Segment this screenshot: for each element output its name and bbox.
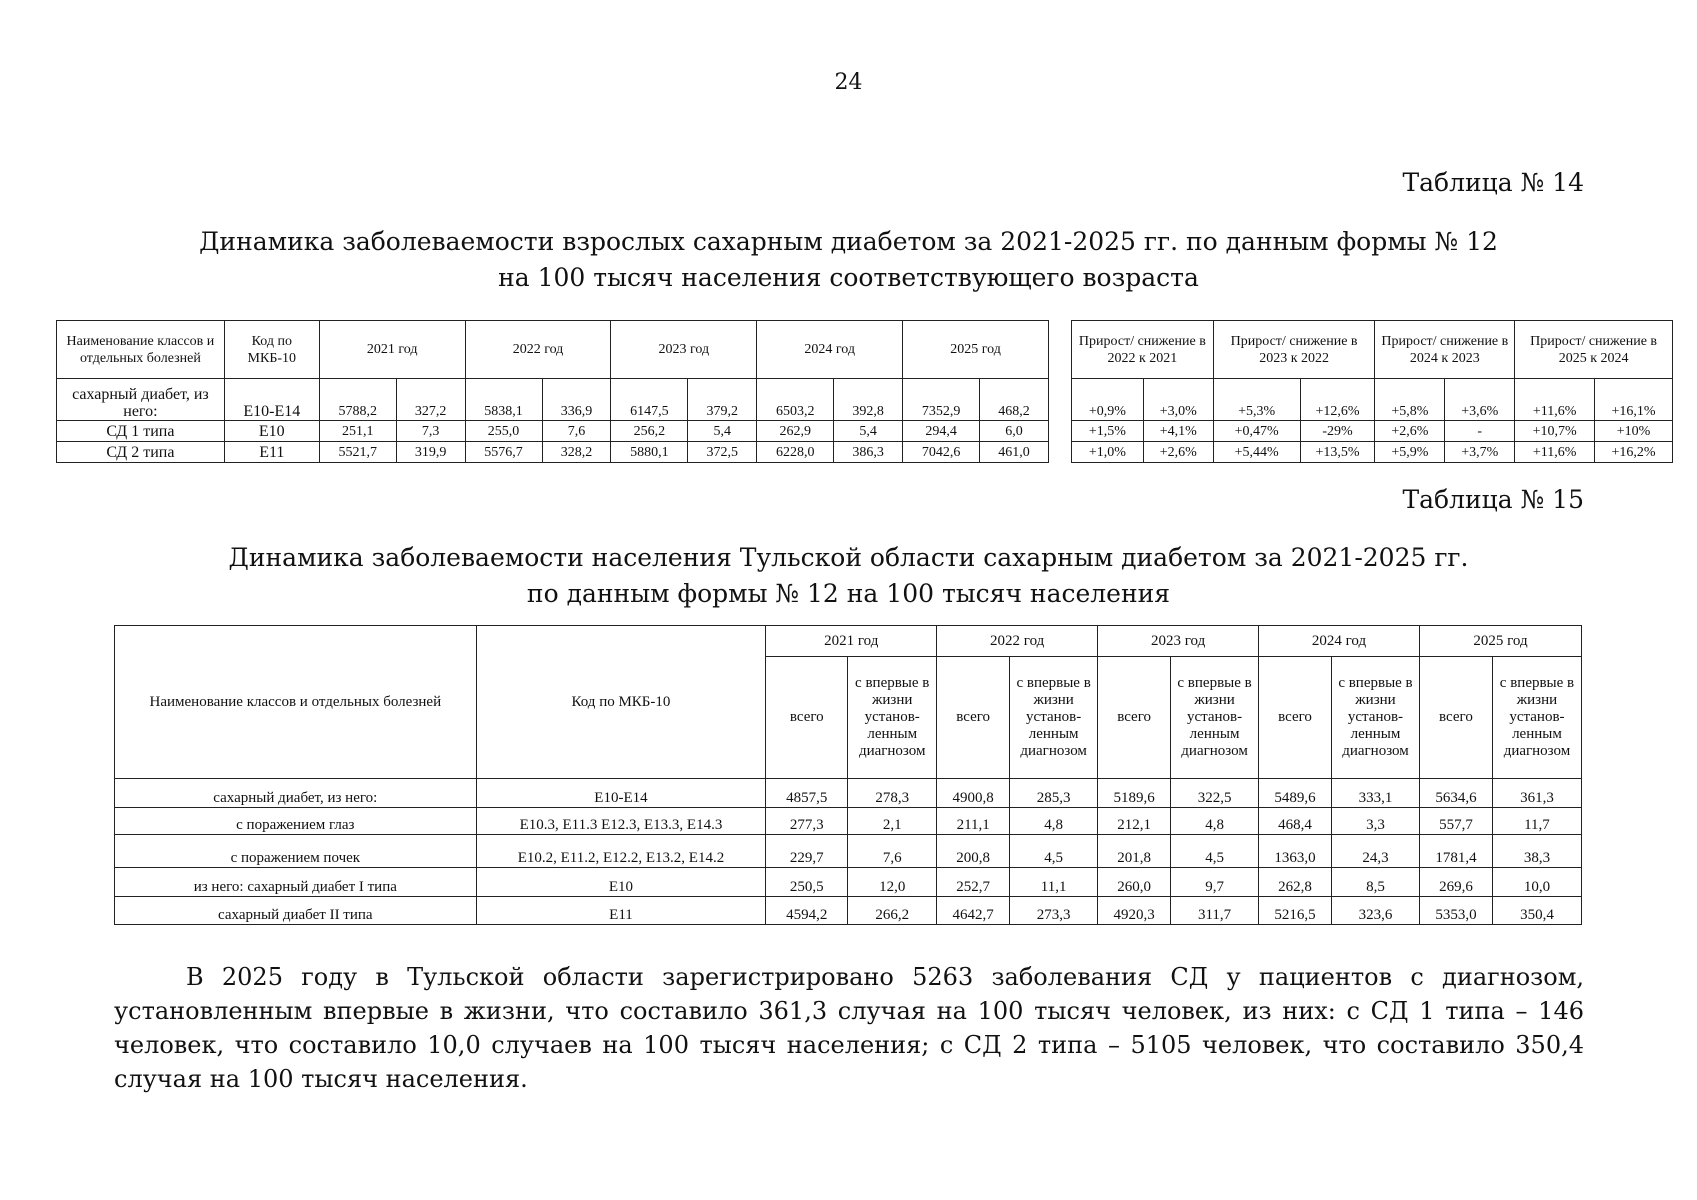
table-15-title — [0, 540, 1697, 612]
table-cell: +1,0% — [1072, 442, 1144, 463]
growth-header-2022: Прирост/ снижение в 2022 к 2021 — [1072, 321, 1214, 379]
table-14-year-2024: 2024 год — [757, 321, 903, 379]
table-cell: 5521,7 — [319, 442, 396, 463]
table-15-year-2023: 2023 год — [1098, 626, 1259, 657]
table-14-title — [0, 224, 1697, 296]
table-row — [57, 442, 1049, 463]
table-cell: +5,3% — [1213, 379, 1300, 421]
table-cell: 5489,6 — [1259, 779, 1332, 808]
table-cell: 6503,2 — [757, 379, 834, 421]
table-cell: 260,0 — [1098, 868, 1171, 897]
table-cell: 212,1 — [1098, 808, 1171, 835]
table-cell: 6228,0 — [757, 442, 834, 463]
table-cell: 372,5 — [688, 442, 757, 463]
table-cell: +5,9% — [1375, 442, 1445, 463]
table-cell: 7,6 — [542, 421, 611, 442]
table-14-year-2022: 2022 год — [465, 321, 611, 379]
table-cell: 294,4 — [903, 421, 980, 442]
table-cell: 5880,1 — [611, 442, 688, 463]
table-cell: 327,2 — [396, 379, 465, 421]
table-cell: +1,5% — [1072, 421, 1144, 442]
growth-header-2024: Прирост/ снижение в 2024 к 2023 — [1375, 321, 1515, 379]
table-cell: 262,9 — [757, 421, 834, 442]
table-cell: 12,0 — [848, 868, 937, 897]
table-cell: 1363,0 — [1259, 835, 1332, 868]
table-cell: 322,5 — [1171, 779, 1259, 808]
table-row — [115, 808, 1582, 835]
table-14-title-line-2: на 100 тысяч населения соответствующего возраста — [498, 263, 1199, 292]
table-cell: 5788,2 — [319, 379, 396, 421]
table-cell: 200,8 — [937, 835, 1010, 868]
table-cell: 277,3 — [766, 808, 848, 835]
table-cell: 468,4 — [1259, 808, 1332, 835]
table-15-row-code: E10.3, E11.3 E12.3, E13.3, E14.3 — [476, 808, 766, 835]
table-cell: +4,1% — [1143, 421, 1213, 442]
table-15-year-2022: 2022 год — [937, 626, 1098, 657]
table-cell: 266,2 — [848, 897, 937, 925]
table-cell: 269,6 — [1419, 868, 1492, 897]
growth-header-2025: Прирост/ снижение в 2025 к 2024 — [1515, 321, 1673, 379]
subheader-total: всего — [1259, 657, 1332, 779]
table-cell: 350,4 — [1492, 897, 1581, 925]
table-cell: +11,6% — [1515, 379, 1595, 421]
table-row — [115, 835, 1582, 868]
table-cell: 4,5 — [1171, 835, 1259, 868]
table-cell: 24,3 — [1332, 835, 1420, 868]
table-cell: 251,1 — [319, 421, 396, 442]
table-cell: 328,2 — [542, 442, 611, 463]
table-cell: 7352,9 — [903, 379, 980, 421]
table-cell: 323,6 — [1332, 897, 1420, 925]
table-cell: +16,1% — [1595, 379, 1673, 421]
table-15-header-name: Наименование классов и отдельных болезней — [115, 626, 477, 779]
subheader-total: всего — [1419, 657, 1492, 779]
table-cell: +11,6% — [1515, 442, 1595, 463]
page-number: 24 — [834, 70, 863, 95]
summary-paragraph: В 2025 году в Тульской области зарегистрировано 5263 заболевания СД у пациентов с диагнозом, установленным впервые в жизни, что составило 361,3 случая на 100 тысяч человек, из них: с СД 1 типа – 146 человек, что составило 10,0 случаев на 100 тысяч населения; с СД 2 типа – 5105 человек, что составило 350,4 случая на 100 тысяч населения. — [114, 963, 1584, 1093]
table-cell: 4594,2 — [766, 897, 848, 925]
table-cell: +16,2% — [1595, 442, 1673, 463]
table-cell: 461,0 — [980, 442, 1049, 463]
table-cell: - — [1445, 421, 1515, 442]
table-cell: 211,1 — [937, 808, 1010, 835]
table-cell: 5634,6 — [1419, 779, 1492, 808]
subheader-first-diagnosed: с впервые в жизни установ-ленным диагнозом — [1171, 657, 1259, 779]
table-cell: 2,1 — [848, 808, 937, 835]
table-cell: +0,9% — [1072, 379, 1144, 421]
table-15-row-code: E11 — [476, 897, 766, 925]
subheader-total: всего — [766, 657, 848, 779]
table-row — [115, 779, 1582, 808]
table-15-row-name: с поражением глаз — [115, 808, 477, 835]
table-cell: +3,0% — [1143, 379, 1213, 421]
table-cell: +5,8% — [1375, 379, 1445, 421]
table-cell: 4,5 — [1010, 835, 1098, 868]
table-cell: 557,7 — [1419, 808, 1492, 835]
table-15-year-2024: 2024 год — [1259, 626, 1420, 657]
table-cell: +0,47% — [1213, 421, 1300, 442]
table-cell: 7,3 — [396, 421, 465, 442]
table-14-growth-header-row — [1072, 321, 1673, 379]
table-cell: 11,7 — [1492, 808, 1581, 835]
table-15-label: Таблица № 15 — [1402, 485, 1584, 514]
table-row — [57, 379, 1049, 421]
table-cell: 5216,5 — [1259, 897, 1332, 925]
table-cell: 5838,1 — [465, 379, 542, 421]
table-14-row-name: СД 2 типа — [57, 442, 225, 463]
table-15-header-row — [115, 626, 1582, 657]
table-cell: 229,7 — [766, 835, 848, 868]
table-14-growth — [1071, 320, 1673, 463]
table-cell: -29% — [1300, 421, 1375, 442]
table-15-row-code: E10-E14 — [476, 779, 766, 808]
table-cell: 5576,7 — [465, 442, 542, 463]
table-cell: 273,3 — [1010, 897, 1098, 925]
table-cell: 6147,5 — [611, 379, 688, 421]
subheader-first-diagnosed: с впервые в жизни установ-ленным диагнозом — [1492, 657, 1581, 779]
table-cell: 379,2 — [688, 379, 757, 421]
table-cell: 4,8 — [1171, 808, 1259, 835]
table-cell: 7042,6 — [903, 442, 980, 463]
table-cell: 256,2 — [611, 421, 688, 442]
subheader-total: всего — [937, 657, 1010, 779]
table-14-header-row — [57, 321, 1049, 379]
subheader-first-diagnosed: с впервые в жизни установ-ленным диагнозом — [1010, 657, 1098, 779]
table-14-year-2025: 2025 год — [903, 321, 1049, 379]
table-14-year-2023: 2023 год — [611, 321, 757, 379]
table-14-row-code: E11 — [224, 442, 319, 463]
table-cell: 255,0 — [465, 421, 542, 442]
table-15-title-line-1: Динамика заболеваемости населения Тульской области сахарным диабетом за 2021-2025 гг. — [228, 543, 1469, 572]
table-cell: 8,5 — [1332, 868, 1420, 897]
table-cell: 4900,8 — [937, 779, 1010, 808]
table-cell: +3,7% — [1445, 442, 1515, 463]
table-cell: 5,4 — [688, 421, 757, 442]
table-15-row-name: сахарный диабет, из него: — [115, 779, 477, 808]
table-cell: 5353,0 — [1419, 897, 1492, 925]
table-cell: 38,3 — [1492, 835, 1581, 868]
table-15-header-code: Код по МКБ-10 — [476, 626, 766, 779]
table-cell: 250,5 — [766, 868, 848, 897]
table-14-header-name: Наименование классов и отдельных болезней — [57, 321, 225, 379]
table-14-row-name: сахарный диабет, из него: — [57, 379, 225, 421]
table-cell: 7,6 — [848, 835, 937, 868]
table-14-row-code: E10 — [224, 421, 319, 442]
table-15-row-name: из него: сахарный диабет I типа — [115, 868, 477, 897]
table-cell: 285,3 — [1010, 779, 1098, 808]
table-cell: 4642,7 — [937, 897, 1010, 925]
table-row — [1072, 442, 1673, 463]
table-14-main — [56, 320, 1049, 463]
table-cell: 1781,4 — [1419, 835, 1492, 868]
table-cell: 11,1 — [1010, 868, 1098, 897]
table-15-row-code: E10 — [476, 868, 766, 897]
subheader-first-diagnosed: с впервые в жизни установ-ленным диагнозом — [1332, 657, 1420, 779]
table-cell: 201,8 — [1098, 835, 1171, 868]
table-cell: +10,7% — [1515, 421, 1595, 442]
table-row — [115, 868, 1582, 897]
table-cell: 4857,5 — [766, 779, 848, 808]
table-14-label: Таблица № 14 — [1402, 168, 1584, 197]
table-cell: 311,7 — [1171, 897, 1259, 925]
table-cell: +13,5% — [1300, 442, 1375, 463]
table-14-row-code: E10-E14 — [224, 379, 319, 421]
table-cell: +2,6% — [1143, 442, 1213, 463]
table-cell: +10% — [1595, 421, 1673, 442]
table-15-row-code: E10.2, E11.2, E12.2, E13.2, E14.2 — [476, 835, 766, 868]
table-cell: 333,1 — [1332, 779, 1420, 808]
table-14-year-2021: 2021 год — [319, 321, 465, 379]
table-cell: 9,7 — [1171, 868, 1259, 897]
table-cell: 5189,6 — [1098, 779, 1171, 808]
table-15-title-line-2: по данным формы № 12 на 100 тысяч населения — [526, 579, 1171, 608]
table-row — [57, 421, 1049, 442]
table-cell: +5,44% — [1213, 442, 1300, 463]
table-cell: 4,8 — [1010, 808, 1098, 835]
table-15-year-2021: 2021 год — [766, 626, 937, 657]
table-cell: +2,6% — [1375, 421, 1445, 442]
table-cell: 252,7 — [937, 868, 1010, 897]
table-cell: 6,0 — [980, 421, 1049, 442]
table-15-row-name: сахарный диабет II типа — [115, 897, 477, 925]
table-cell: 5,4 — [834, 421, 903, 442]
table-row — [115, 897, 1582, 925]
table-cell: 386,3 — [834, 442, 903, 463]
table-cell: +12,6% — [1300, 379, 1375, 421]
table-cell: 262,8 — [1259, 868, 1332, 897]
table-cell: 278,3 — [848, 779, 937, 808]
table-14-row-name: СД 1 типа — [57, 421, 225, 442]
table-cell: 4920,3 — [1098, 897, 1171, 925]
table-15 — [114, 625, 1582, 925]
table-15-year-2025: 2025 год — [1419, 626, 1581, 657]
table-cell: 361,3 — [1492, 779, 1581, 808]
table-cell: 3,3 — [1332, 808, 1420, 835]
table-cell: 319,9 — [396, 442, 465, 463]
table-row — [1072, 421, 1673, 442]
table-14-header-code: Код по МКБ-10 — [224, 321, 319, 379]
table-cell: 336,9 — [542, 379, 611, 421]
growth-header-2023: Прирост/ снижение в 2023 к 2022 — [1213, 321, 1375, 379]
table-cell: 392,8 — [834, 379, 903, 421]
subheader-total: всего — [1098, 657, 1171, 779]
subheader-first-diagnosed: с впервые в жизни установ-ленным диагнозом — [848, 657, 937, 779]
table-15-row-name: с поражением почек — [115, 835, 477, 868]
table-row — [1072, 379, 1673, 421]
table-cell: +3,6% — [1445, 379, 1515, 421]
table-14-title-line-1: Динамика заболеваемости взрослых сахарным диабетом за 2021-2025 гг. по данным формы № 12 — [199, 227, 1498, 256]
table-cell: 468,2 — [980, 379, 1049, 421]
table-cell: 10,0 — [1492, 868, 1581, 897]
